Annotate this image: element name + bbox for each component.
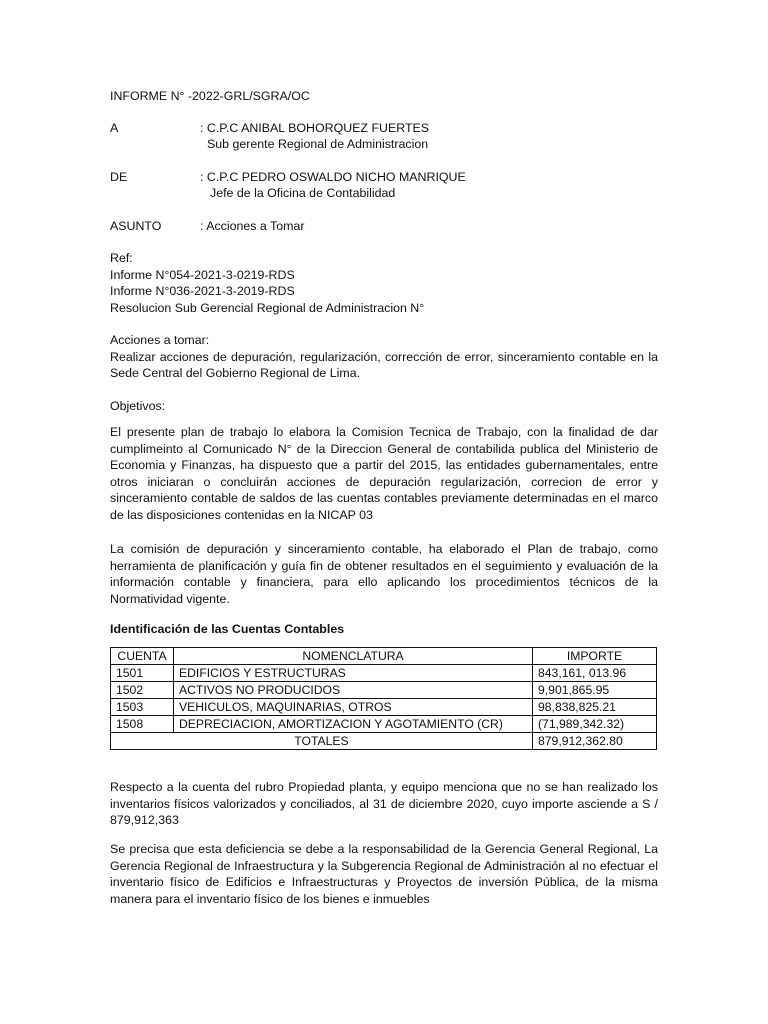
references-block	[110, 250, 658, 316]
subject-label: ASUNTO	[110, 219, 162, 233]
cell-account: 1501	[111, 665, 174, 682]
references-title: Ref:	[110, 251, 133, 265]
cell-amount: 98,838,825.21	[533, 699, 657, 716]
reference-item: Informe N°036-2021-3-2019-RDS	[110, 284, 295, 298]
table-title: Identificación de las Cuentas Contables	[110, 622, 345, 636]
totals-row	[111, 733, 657, 750]
objectives-paragraph-2	[110, 541, 658, 607]
cell-account: 1503	[111, 699, 174, 716]
from-name: : C.P.C PEDRO OSWALDO NICHO MANRIQUE	[200, 170, 466, 184]
totals-label: TOTALES	[111, 733, 533, 750]
cell-amount: 843,161, 013.96	[533, 665, 657, 682]
closing-paragraph-2	[110, 841, 658, 907]
subject-text: : Acciones a Tomar	[200, 219, 305, 233]
table-row	[111, 682, 657, 699]
header-cuenta: CUENTA	[111, 648, 174, 665]
header-nomenclatura: NOMENCLATURA	[174, 648, 533, 665]
cell-amount: 9,901,865.95	[533, 682, 657, 699]
cell-amount: (71,989,342.32)	[533, 716, 657, 733]
actions-text: Realizar acciones de depuración, regularización, corrección de error, sinceramiento contable en la Sede Central del Gobierno Regional de Lima.	[110, 349, 658, 380]
cell-name: ACTIVOS NO PRODUCIDOS	[174, 682, 533, 699]
objectives-title: Objetivos:	[110, 399, 166, 413]
report-number: INFORME N° -2022-GRL/SGRA/OC	[110, 89, 310, 103]
subject-line	[110, 218, 304, 235]
closing-paragraph-1	[110, 779, 658, 829]
to-name: : C.P.C ANIBAL BOHORQUEZ FUERTES	[200, 121, 430, 135]
totals-value: 879,912,362.80	[533, 733, 657, 750]
objectives-paragraph-1	[110, 424, 658, 523]
closing-p1-text: Respecto a la cuenta del rubro Propiedad planta, y equipo menciona que no se han realizado los inventarios físicos valorizados y conciliados, al 31 de diciembre 2020, cuyo importe asciende a S / 879,912,363	[110, 780, 658, 827]
from-role: Jefe de la Oficina de Contabilidad	[210, 186, 396, 200]
from-label: DE	[110, 170, 128, 184]
header-importe: IMPORTE	[533, 648, 657, 665]
from-line	[110, 169, 466, 186]
to-label: A	[110, 121, 119, 135]
accounts-table	[110, 647, 657, 750]
to-role: Sub gerente Regional de Administracion	[207, 137, 429, 151]
actions-title: Acciones a tomar:	[110, 333, 210, 347]
cell-account: 1502	[111, 682, 174, 699]
reference-item: Informe N°054-2021-3-0219-RDS	[110, 267, 295, 282]
cell-name: VEHICULOS, MAQUINARIAS, OTROS	[174, 699, 533, 716]
objectives-p1-text: El presente plan de trabajo lo elabora la Comision Tecnica de Trabajo, con la finalidad de dar cumplimeinto al Comunicado N° de la Direccion General de contabilida publica del Ministerio de Economia y Finanzas, ha dispuesto que a partir del 2015, las entidades gubernamentales, entre otros iniciaran o concluirán acciones de depuración regularización, correcion de error y sinceramiento contable de saldos de las cuentas contables previamente determinadas en el marco de las disposiciones contenidas en la NICAP 03	[110, 425, 658, 522]
actions-block	[110, 332, 658, 382]
to-line	[110, 120, 429, 137]
table-row	[111, 665, 657, 682]
cell-account: 1508	[111, 716, 174, 733]
reference-item: Resolucion Sub Gerencial Regional de Administracion N°	[110, 300, 425, 315]
cell-name: DEPRECIACION, AMORTIZACION Y AGOTAMIENTO (CR)	[174, 716, 533, 733]
table-header-row	[111, 648, 657, 665]
table-row	[111, 716, 657, 733]
closing-p2-text: Se precisa que esta deficiencia se debe a la responsabilidad de la Gerencia General Regional, La Gerencia Regional de Infraestructura y la Subgerencia Regional de Administración al no efectuar el inventario físico de Edificios e Infraestructuras y Proyectos de inversión Pública, de la misma manera para el inventario físico de los bienes e inmuebles	[110, 842, 658, 906]
table-row	[111, 699, 657, 716]
objectives-p2-text: La comisión de depuración y sinceramiento contable, ha elaborado el Plan de trabajo, como herramienta de planificación y guía fin de obtener resultados en el seguimiento y evaluación de la información contable y financiera, para ello aplicando los procedimientos técnicos de la Normatividad vigente.	[110, 542, 658, 606]
cell-name: EDIFICIOS Y ESTRUCTURAS	[174, 665, 533, 682]
